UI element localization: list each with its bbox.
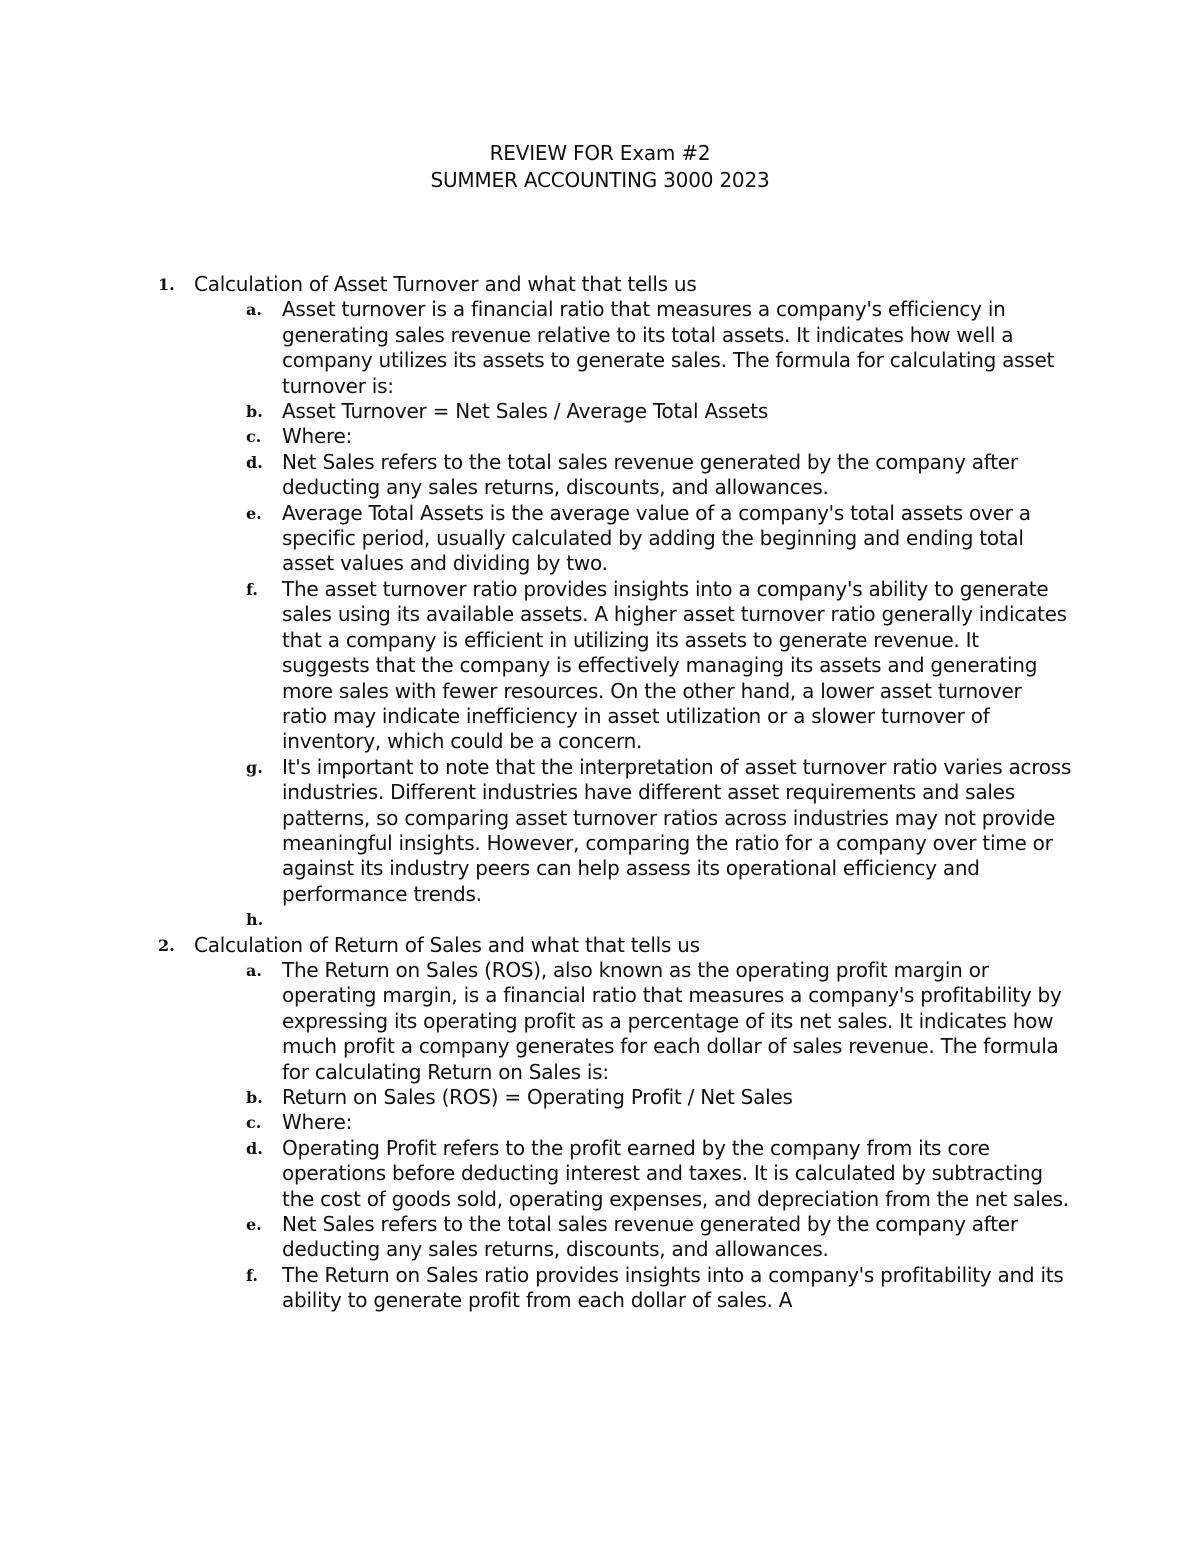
item-letter: f. xyxy=(246,1265,258,1285)
item-letter: c. xyxy=(246,1113,262,1133)
item-text: Net Sales refers to the total sales revenue generated by the company after deducting any sales returns, discounts, and allowances. xyxy=(282,1212,1018,1262)
item-text: Where: xyxy=(282,424,353,449)
sub-item-list xyxy=(0,297,1200,932)
list-item xyxy=(0,424,1200,449)
item-letter: e. xyxy=(246,503,262,523)
sub-item-list xyxy=(0,958,1200,1314)
question-number: 2. xyxy=(158,935,175,955)
question-2 xyxy=(0,933,1200,1314)
page-subtitle: SUMMER ACCOUNTING 3000 2023 xyxy=(430,168,770,192)
item-text: The Return on Sales (ROS), also known as the operating profit margin or operating margin, is a financial ratio that measures a company's profitability by expressing its operating profit as a percentage of its net sales. It indicates how much profit a company generates for each dollar of sales revenue. The formula for calculating Return on Sales is: xyxy=(282,957,1062,1084)
item-text: The Return on Sales ratio provides insights into a company's profitability and its ability to generate profit from each dollar of sales. A xyxy=(282,1262,1064,1313)
question-text: Calculation of Asset Turnover and what that tells us xyxy=(194,272,697,296)
list-item xyxy=(0,450,1200,501)
item-text: Operating Profit refers to the profit earned by the company from its core operations before deducting interest and taxes. It is calculated by subtracting the cost of goods sold, operating expenses, and depreciation from the net sales. xyxy=(282,1135,1069,1211)
item-text: Where: xyxy=(282,1110,353,1135)
title-block xyxy=(0,140,1200,194)
list-item xyxy=(0,399,1200,424)
page-title: REVIEW FOR Exam #2 xyxy=(489,141,711,165)
list-item xyxy=(0,501,1200,577)
question-text: Calculation of Return of Sales and what that tells us xyxy=(194,932,700,957)
list-item xyxy=(0,1212,1200,1263)
question-1 xyxy=(0,272,1200,933)
item-text: Asset Turnover = Net Sales / Average Total Assets xyxy=(282,399,769,424)
item-letter: c. xyxy=(246,427,262,447)
list-item xyxy=(0,1085,1200,1110)
item-text: Asset turnover is a financial ratio that measures a company's efficiency in generating sales revenue relative to its total assets. It indicates how well a company utilizes its assets to generate sales. The formula for calculating asset turnover is: xyxy=(282,297,1055,398)
item-letter: d. xyxy=(246,452,263,472)
item-text: Return on Sales (ROS) = Operating Profit / Net Sales xyxy=(282,1084,793,1109)
list-item xyxy=(0,1263,1200,1314)
item-letter: b. xyxy=(246,402,263,422)
item-letter: a. xyxy=(246,960,262,980)
list-item xyxy=(0,1110,1200,1135)
item-text xyxy=(282,907,1072,932)
list-item xyxy=(0,1136,1200,1212)
item-letter: g. xyxy=(246,757,263,777)
item-text: The asset turnover ratio provides insights into a company's ability to generate sales using its available assets. A higher asset turnover ratio generally indicates that a company is efficient in utilizing its assets to generate revenue. It suggests that the company is effectively managing its assets and generating more sales with fewer resources. On the other hand, a lower asset turnover ratio may indicate inefficiency in asset utilization or a slower turnover of inventory, which could be a concern. xyxy=(282,576,1067,754)
item-text: It's important to note that the interpretation of asset turnover ratio varies across industries. Different industries have different asset requirements and sales patterns, so comparing asset turnover ratios across industries may not provide meaningful insights. However, comparing the ratio for a company over time or against its industry peers can help assess its operational efficiency and performance trends. xyxy=(282,754,1072,906)
item-letter: b. xyxy=(246,1087,263,1107)
item-letter: a. xyxy=(246,300,262,320)
list-item xyxy=(0,907,1200,932)
list-item xyxy=(0,297,1200,399)
item-letter: e. xyxy=(246,1215,262,1235)
list-item xyxy=(0,958,1200,1085)
item-letter: d. xyxy=(246,1138,263,1158)
list-item xyxy=(0,755,1200,907)
question-number: 1. xyxy=(158,275,175,294)
question-list xyxy=(0,272,1200,1314)
item-text: Net Sales refers to the total sales revenue generated by the company after deducting any sales returns, discounts, and allowances. xyxy=(282,449,1018,500)
item-letter: h. xyxy=(246,910,264,930)
list-item xyxy=(0,577,1200,755)
item-letter: f. xyxy=(246,579,258,599)
item-text: Average Total Assets is the average value of a company's total assets over a specific period, usually calculated by adding the beginning and ending total asset values and dividing by two. xyxy=(282,500,1031,576)
